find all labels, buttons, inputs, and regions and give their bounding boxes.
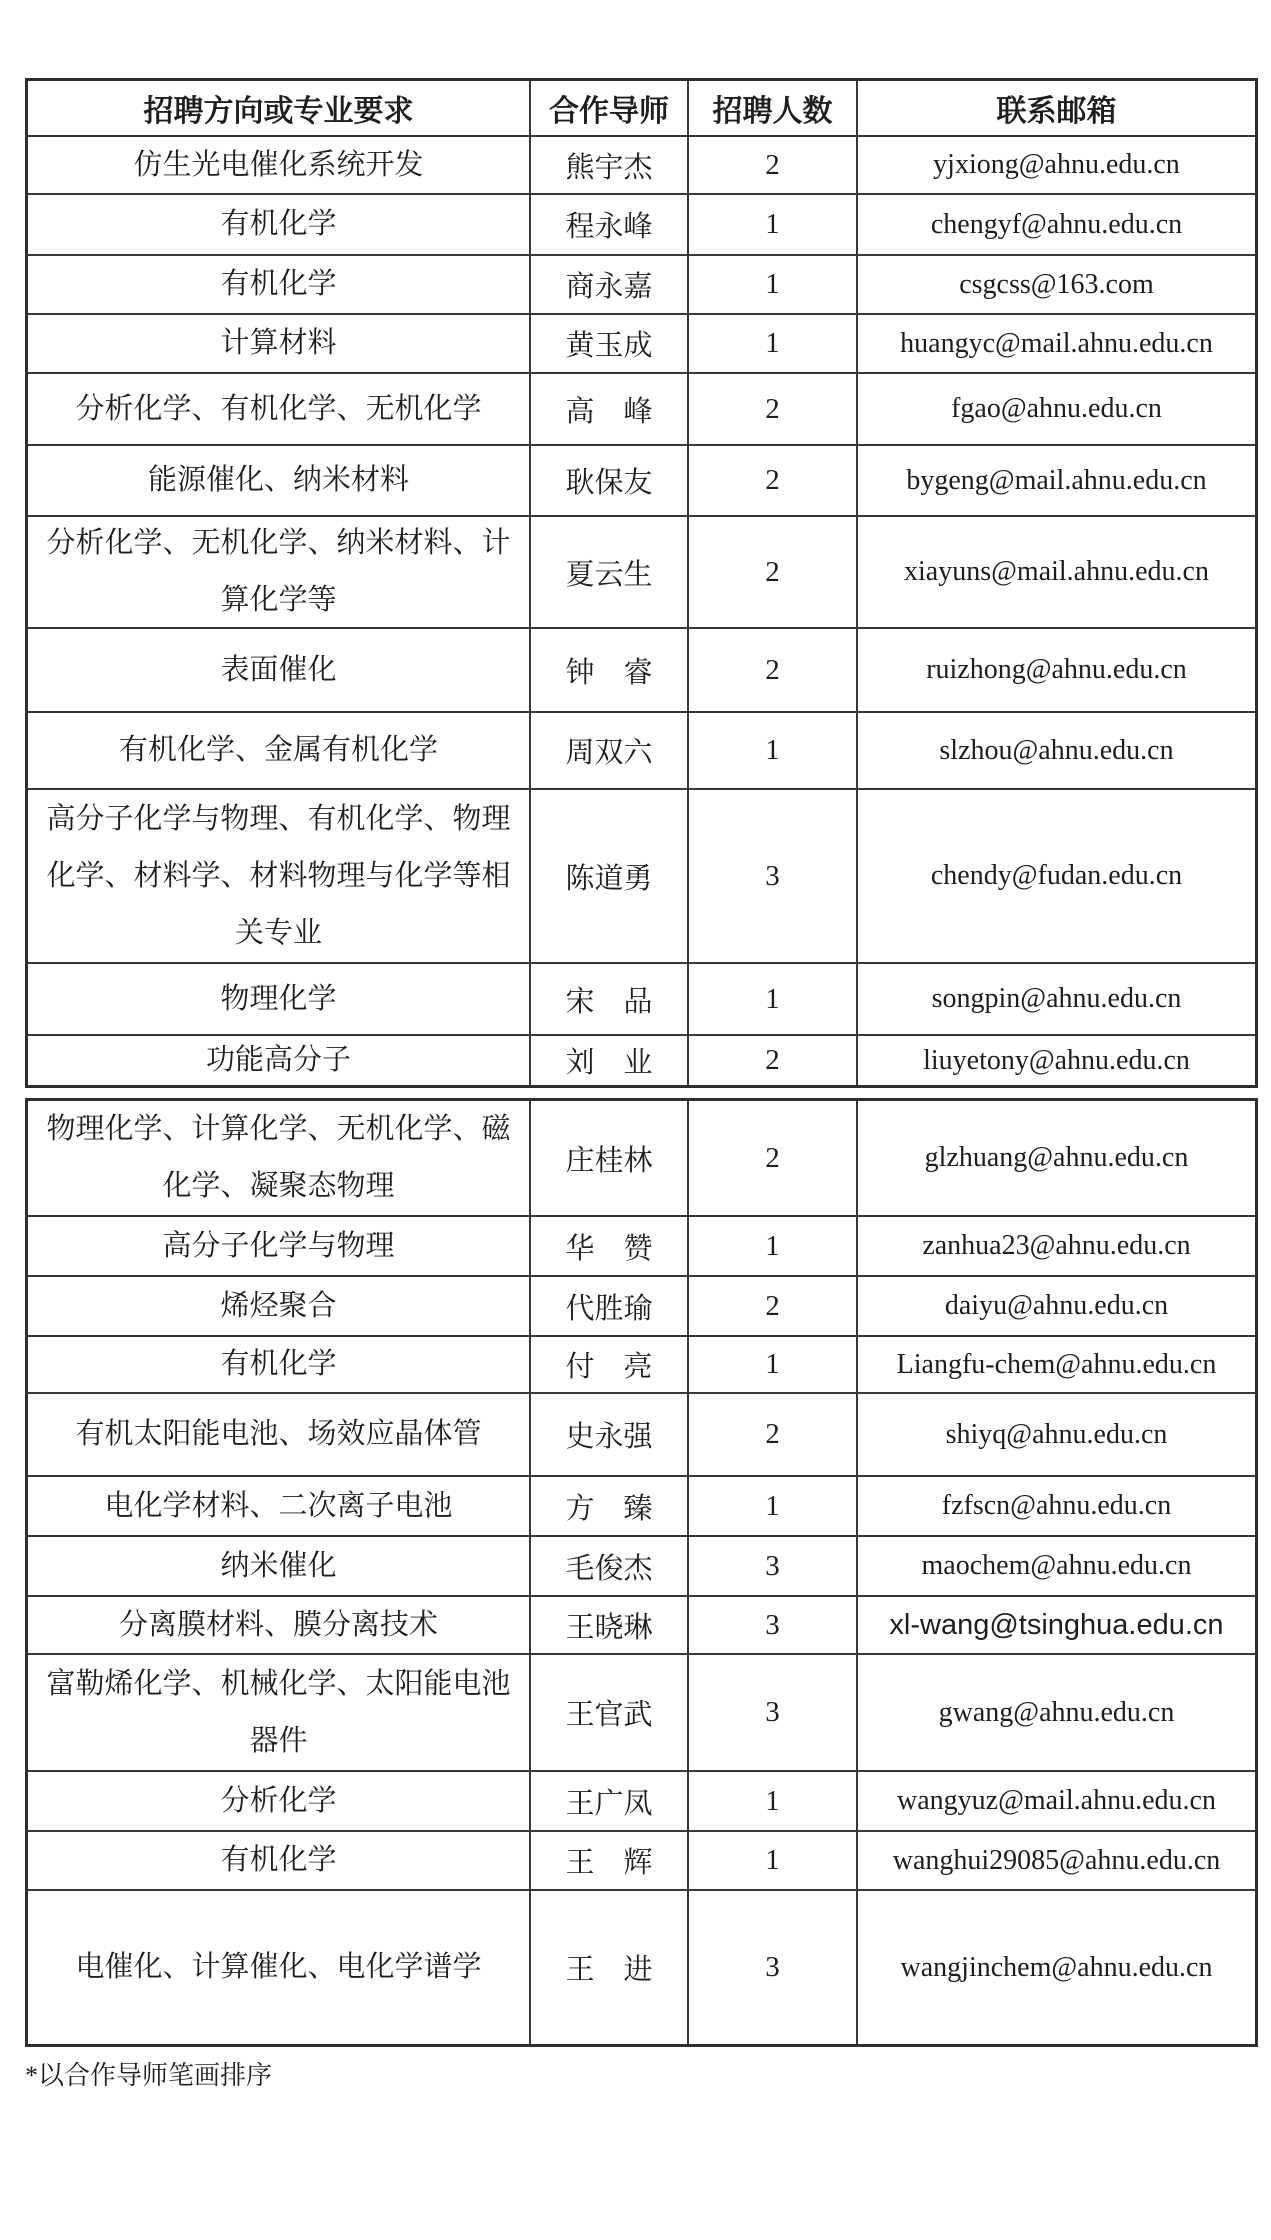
document-page xyxy=(0,78,1271,2240)
count-cell: 3 xyxy=(689,1655,858,1772)
email-cell: zanhua23@ahnu.edu.cn xyxy=(858,1217,1255,1277)
header-mentor: 合作导师 xyxy=(531,81,689,137)
table-row xyxy=(28,1772,1255,1832)
mentor-cell: 王晓琳 xyxy=(531,1597,689,1655)
mentor-cell: 钟 睿 xyxy=(531,629,689,713)
mentor-cell: 王 进 xyxy=(531,1891,689,2044)
field-cell: 分析化学、无机化学、纳米材料、计算化学等 xyxy=(28,517,531,629)
table-row xyxy=(28,629,1255,713)
header-email: 联系邮箱 xyxy=(858,81,1255,137)
email-cell: slzhou@ahnu.edu.cn xyxy=(858,713,1255,790)
mentor-cell: 周双六 xyxy=(531,713,689,790)
mentor-cell: 王 辉 xyxy=(531,1832,689,1891)
field-cell: 有机化学 xyxy=(28,1337,531,1394)
count-cell: 1 xyxy=(689,256,858,315)
email-cell: songpin@ahnu.edu.cn xyxy=(858,964,1255,1036)
count-cell: 1 xyxy=(689,1477,858,1537)
table-row xyxy=(28,195,1255,256)
email-cell: glzhuang@ahnu.edu.cn xyxy=(858,1101,1255,1217)
table-row xyxy=(28,315,1255,374)
table-row xyxy=(28,1891,1255,2044)
email-cell: bygeng@mail.ahnu.edu.cn xyxy=(858,446,1255,517)
field-cell: 高分子化学与物理 xyxy=(28,1217,531,1277)
field-cell: 计算材料 xyxy=(28,315,531,374)
table-row xyxy=(28,374,1255,446)
email-cell: yjxiong@ahnu.edu.cn xyxy=(858,137,1255,195)
count-cell: 3 xyxy=(689,1537,858,1597)
mentor-cell: 付 亮 xyxy=(531,1337,689,1394)
count-cell: 1 xyxy=(689,315,858,374)
field-cell: 分析化学 xyxy=(28,1772,531,1832)
field-cell: 分析化学、有机化学、无机化学 xyxy=(28,374,531,446)
footnote: *以合作导师笔画排序 xyxy=(25,2061,273,2090)
email-cell: xiayuns@mail.ahnu.edu.cn xyxy=(858,517,1255,629)
email-cell: liuyetony@ahnu.edu.cn xyxy=(923,1044,1190,1076)
mentor-cell: 黄玉成 xyxy=(531,315,689,374)
field-cell: 仿生光电催化系统开发 xyxy=(28,137,531,195)
count-cell: 3 xyxy=(689,1891,858,2044)
count-cell: 1 xyxy=(689,195,858,256)
email-cell: fzfscn@ahnu.edu.cn xyxy=(858,1477,1255,1537)
count-cell: 3 xyxy=(689,1597,858,1655)
field-cell: 有机化学、金属有机化学 xyxy=(28,713,531,790)
recruitment-table-section-2 xyxy=(25,1098,1258,2047)
field-cell: 表面催化 xyxy=(28,629,531,713)
table-row xyxy=(28,1036,1255,1085)
count-cell: 1 xyxy=(689,1217,858,1277)
table-row xyxy=(28,1337,1255,1394)
field-cell: 烯烃聚合 xyxy=(28,1277,531,1337)
mentor-cell: 高 峰 xyxy=(531,374,689,446)
email-cell: gwang@ahnu.edu.cn xyxy=(858,1655,1255,1772)
email-cell: fgao@ahnu.edu.cn xyxy=(858,374,1255,446)
field-cell: 有机化学 xyxy=(28,256,531,315)
field-cell: 有机化学 xyxy=(28,195,531,256)
mentor-cell: 刘 业 xyxy=(531,1036,689,1085)
table-row xyxy=(28,713,1255,790)
count-cell: 2 xyxy=(689,137,858,195)
table-row xyxy=(28,1655,1255,1772)
count-cell: 1 xyxy=(689,1832,858,1891)
table-row xyxy=(28,790,1255,964)
count-cell: 2 xyxy=(689,446,858,517)
table-row xyxy=(28,1597,1255,1655)
mentor-cell: 宋 品 xyxy=(531,964,689,1036)
field-cell: 功能高分子 xyxy=(28,1036,531,1085)
email-cell: wanghui29085@ahnu.edu.cn xyxy=(858,1832,1255,1891)
count-cell: 2 xyxy=(689,517,858,629)
table-row xyxy=(28,517,1255,629)
email-cell: maochem@ahnu.edu.cn xyxy=(858,1537,1255,1597)
table-row xyxy=(28,446,1255,517)
table-header-row xyxy=(28,81,1255,137)
table-row xyxy=(28,1101,1255,1217)
table-row xyxy=(28,1394,1255,1477)
field-cell: 分离膜材料、膜分离技术 xyxy=(28,1597,531,1655)
count-cell: 1 xyxy=(689,713,858,790)
count-cell: 2 xyxy=(689,1101,858,1217)
header-field: 招聘方向或专业要求 xyxy=(28,81,531,137)
email-cell: daiyu@ahnu.edu.cn xyxy=(858,1277,1255,1337)
count-cell: 2 xyxy=(689,1277,858,1337)
header-count: 招聘人数 xyxy=(689,81,858,137)
mentor-cell: 耿保友 xyxy=(531,446,689,517)
field-cell: 有机太阳能电池、场效应晶体管 xyxy=(28,1394,531,1477)
count-cell: 2 xyxy=(689,374,858,446)
mentor-cell: 陈道勇 xyxy=(531,790,689,964)
field-cell: 纳米催化 xyxy=(28,1537,531,1597)
table-row xyxy=(28,964,1255,1036)
field-cell: 物理化学、计算化学、无机化学、磁化学、凝聚态物理 xyxy=(28,1101,531,1217)
table-row xyxy=(28,137,1255,195)
count-cell: 3 xyxy=(689,790,858,964)
field-cell: 高分子化学与物理、有机化学、物理化学、材料学、材料物理与化学等相关专业 xyxy=(28,790,531,964)
count-cell: 1 xyxy=(689,1772,858,1832)
email-cell: ruizhong@ahnu.edu.cn xyxy=(858,629,1255,713)
recruitment-table-section-1 xyxy=(25,78,1258,1088)
table-row xyxy=(28,1277,1255,1337)
mentor-cell: 商永嘉 xyxy=(531,256,689,315)
email-cell: chendy@fudan.edu.cn xyxy=(858,790,1255,964)
field-cell: 有机化学 xyxy=(28,1832,531,1891)
field-cell: 物理化学 xyxy=(28,964,531,1036)
email-cell: shiyq@ahnu.edu.cn xyxy=(858,1394,1255,1477)
count-cell: 1 xyxy=(689,1337,858,1394)
table-row xyxy=(28,1477,1255,1537)
field-cell: 富勒烯化学、机械化学、太阳能电池器件 xyxy=(28,1655,531,1772)
email-cell: wangjinchem@ahnu.edu.cn xyxy=(900,1951,1213,1983)
count-cell: 2 xyxy=(689,629,858,713)
mentor-cell: 华 赞 xyxy=(531,1217,689,1277)
field-cell: 电催化、计算催化、电化学谱学 xyxy=(28,1891,531,2044)
count-cell: 2 xyxy=(689,1036,858,1085)
table-row xyxy=(28,1832,1255,1891)
table-row xyxy=(28,256,1255,315)
field-cell: 能源催化、纳米材料 xyxy=(28,446,531,517)
email-cell: huangyc@mail.ahnu.edu.cn xyxy=(858,315,1255,374)
mentor-cell: 夏云生 xyxy=(531,517,689,629)
email-cell: Liangfu-chem@ahnu.edu.cn xyxy=(858,1337,1255,1394)
email-cell: wangyuz@mail.ahnu.edu.cn xyxy=(858,1772,1255,1832)
count-cell: 2 xyxy=(689,1394,858,1477)
count-cell: 1 xyxy=(689,964,858,1036)
table-row xyxy=(28,1217,1255,1277)
mentor-cell: 熊宇杰 xyxy=(531,137,689,195)
mentor-cell: 史永强 xyxy=(531,1394,689,1477)
mentor-cell: 庄桂林 xyxy=(531,1101,689,1217)
email-cell: chengyf@ahnu.edu.cn xyxy=(858,195,1255,256)
mentor-cell: 程永峰 xyxy=(531,195,689,256)
field-cell: 电化学材料、二次离子电池 xyxy=(28,1477,531,1537)
email-cell: csgcss@163.com xyxy=(858,256,1255,315)
mentor-cell: 方 臻 xyxy=(531,1477,689,1537)
email-cell: xl-wang@tsinghua.edu.cn xyxy=(858,1597,1255,1655)
table-row xyxy=(28,1537,1255,1597)
mentor-cell: 毛俊杰 xyxy=(531,1537,689,1597)
mentor-cell: 代胜瑜 xyxy=(531,1277,689,1337)
mentor-cell: 王广凤 xyxy=(531,1772,689,1832)
mentor-cell: 王官武 xyxy=(531,1655,689,1772)
